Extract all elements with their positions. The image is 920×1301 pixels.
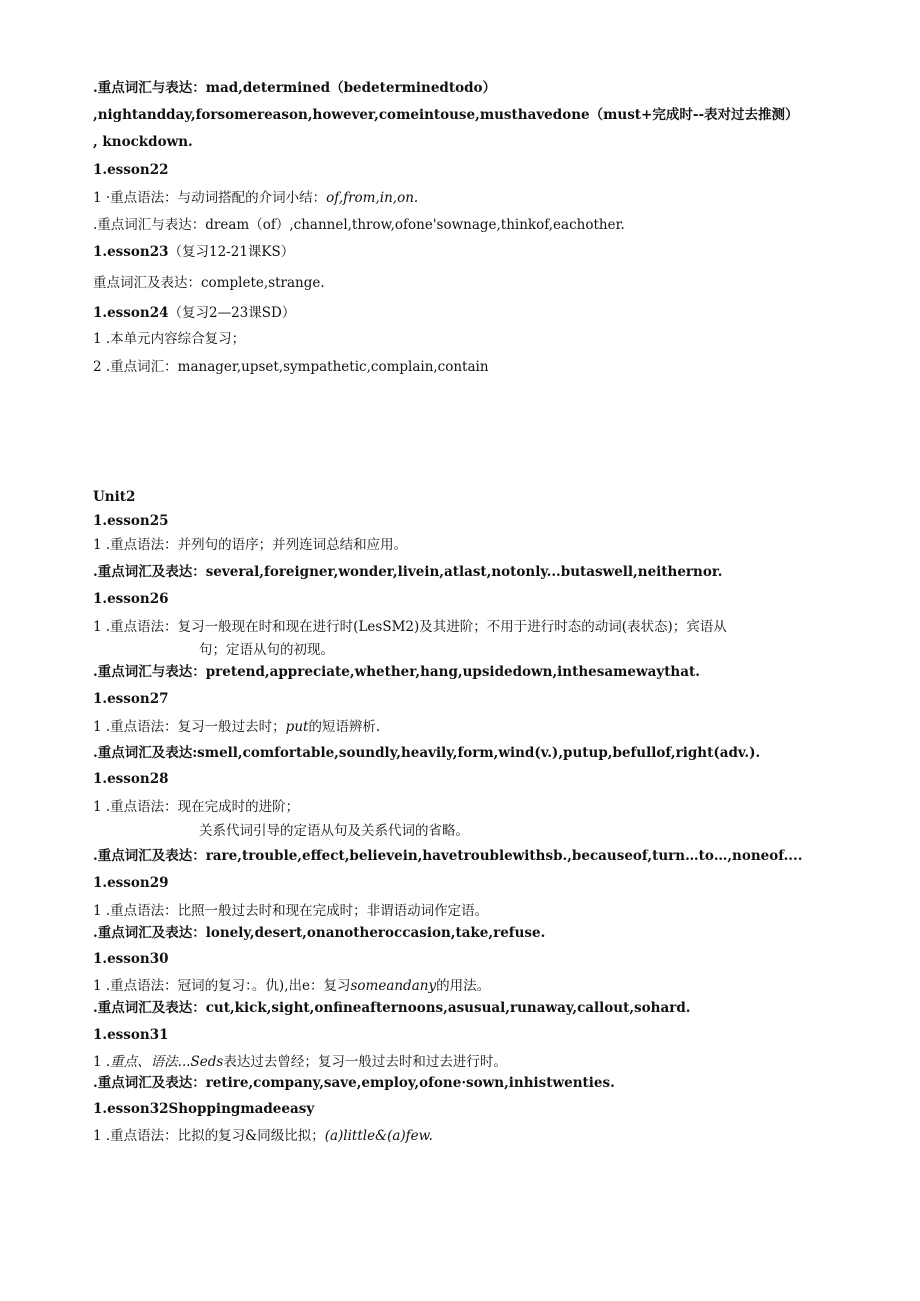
lesson-heading: 1.esson27 (93, 691, 169, 707)
lesson-heading: 1.esson30 (93, 951, 169, 967)
unit-heading: Unit2 (93, 489, 136, 505)
grammar-line (93, 189, 418, 207)
review-note: （复习12-21课KS） (168, 244, 295, 260)
lesson-heading: 1.esson29 (93, 875, 169, 891)
lesson-heading: 1.esson22 (93, 162, 169, 178)
vocab-line: .重点词汇及表达:smell,comfortable,soundly,heavily,form,wind(v.),putup,befullof,right(adv.). (93, 745, 761, 761)
grammar-text: 的用法。 (436, 978, 491, 994)
vocab-line: .重点词汇与表达：dream（of）,channel,throw,ofone'sownage,thinkof,eachother. (93, 217, 625, 233)
grammar-italic: of,from,in,on. (326, 190, 419, 206)
grammar-italic: .重点、语法...Seds (105, 1054, 224, 1070)
grammar-line-cont: 句；定语从句的初现。 (199, 642, 334, 658)
lesson-heading: 1.esson24 (93, 305, 169, 321)
grammar-text: 1 .重点语法：比拟的复习&同级比拟； (93, 1128, 325, 1144)
grammar-italic: put (285, 719, 309, 735)
vocab-line: .重点词汇及表达：retire,company,save,employ,ofone·sown,inhistwenties. (93, 1075, 615, 1091)
grammar-line (93, 1053, 507, 1071)
lesson-heading: 1.esson26 (93, 591, 169, 607)
review-note: （复习2—23课SD） (168, 305, 296, 321)
list-item: 2 .重点词汇：manager,upset,sympathetic,complain,contain (93, 359, 489, 375)
lesson-heading-line (93, 304, 295, 322)
vocab-line: 重点词汇及表达：complete,strange. (93, 275, 325, 291)
grammar-text: 的短语辨析. (308, 719, 381, 735)
vocab-line: .重点词汇及表达：lonely,desert,onanotheroccasion,take,refuse. (93, 925, 546, 941)
grammar-text: 1 .重点语法：复习一般过去时； (93, 719, 286, 735)
vocab-line: .重点词汇与表达：pretend,appreciate,whether,hang,upsidedown,inthesamewaythat. (93, 664, 700, 680)
vocab-line: .重点词汇及表达：cut,kick,sight,onfineafternoons,asusual,runaway,callout,sohard. (93, 1000, 691, 1016)
grammar-line (93, 718, 380, 736)
lesson-heading-line (93, 243, 294, 261)
grammar-text: 1 (93, 1054, 102, 1070)
grammar-line: 1 .重点语法：比照一般过去时和现在完成时；非谓语动词作定语。 (93, 903, 489, 919)
vocab-line: .重点词汇及表达：rare,trouble,effect,believein,havetroublewithsb.,becauseof,turn…to…,noneof.... (93, 848, 803, 864)
grammar-line-cont: 关系代词引导的定语从句及关系代词的省略。 (199, 823, 469, 839)
lesson-heading: 1.esson32Shoppingmadeeasy (93, 1101, 315, 1117)
grammar-italic: someandany (350, 978, 437, 994)
vocab-line: .重点词汇与表达：mad,determined（bedeterminedtodo） (93, 80, 497, 96)
lesson-heading: 1.esson25 (93, 513, 169, 529)
vocab-line: .重点词汇及表达：several,foreigner,wonder,livein,atlast,notonly...butaswell,neithernor. (93, 564, 723, 580)
lesson-heading: 1.esson31 (93, 1027, 169, 1043)
grammar-text: 表达过去曾经；复习一般过去时和过去进行时。 (223, 1054, 507, 1070)
grammar-line: 1 .重点语法：现在完成时的进阶； (93, 799, 300, 815)
lesson-heading: 1.esson23 (93, 244, 169, 260)
grammar-line (93, 977, 490, 995)
grammar-text: 1 ·重点语法：与动词搭配的介词小结： (93, 190, 327, 206)
grammar-text: 1 .重点语法：冠词的复习：。仇),出e：复习 (93, 978, 351, 994)
grammar-line: 1 .重点语法：并列句的语序；并列连词总结和应用。 (93, 537, 408, 553)
grammar-line (93, 1127, 433, 1145)
grammar-line: 1 .重点语法：复习一般现在时和现在进行时(LesSM2)及其进阶；不用于进行时态的动词(表状态)；宾语从 (93, 619, 727, 635)
list-item: 1 .本单元内容综合复习； (93, 331, 246, 347)
vocab-line: , knockdown. (93, 134, 193, 150)
lesson-heading: 1.esson28 (93, 771, 169, 787)
vocab-line: ,nightandday,forsomereason,however,comeintouse,musthavedone（must+完成时--表对过去推测） (93, 107, 799, 123)
grammar-italic: (a)little&(a)few. (324, 1128, 433, 1144)
